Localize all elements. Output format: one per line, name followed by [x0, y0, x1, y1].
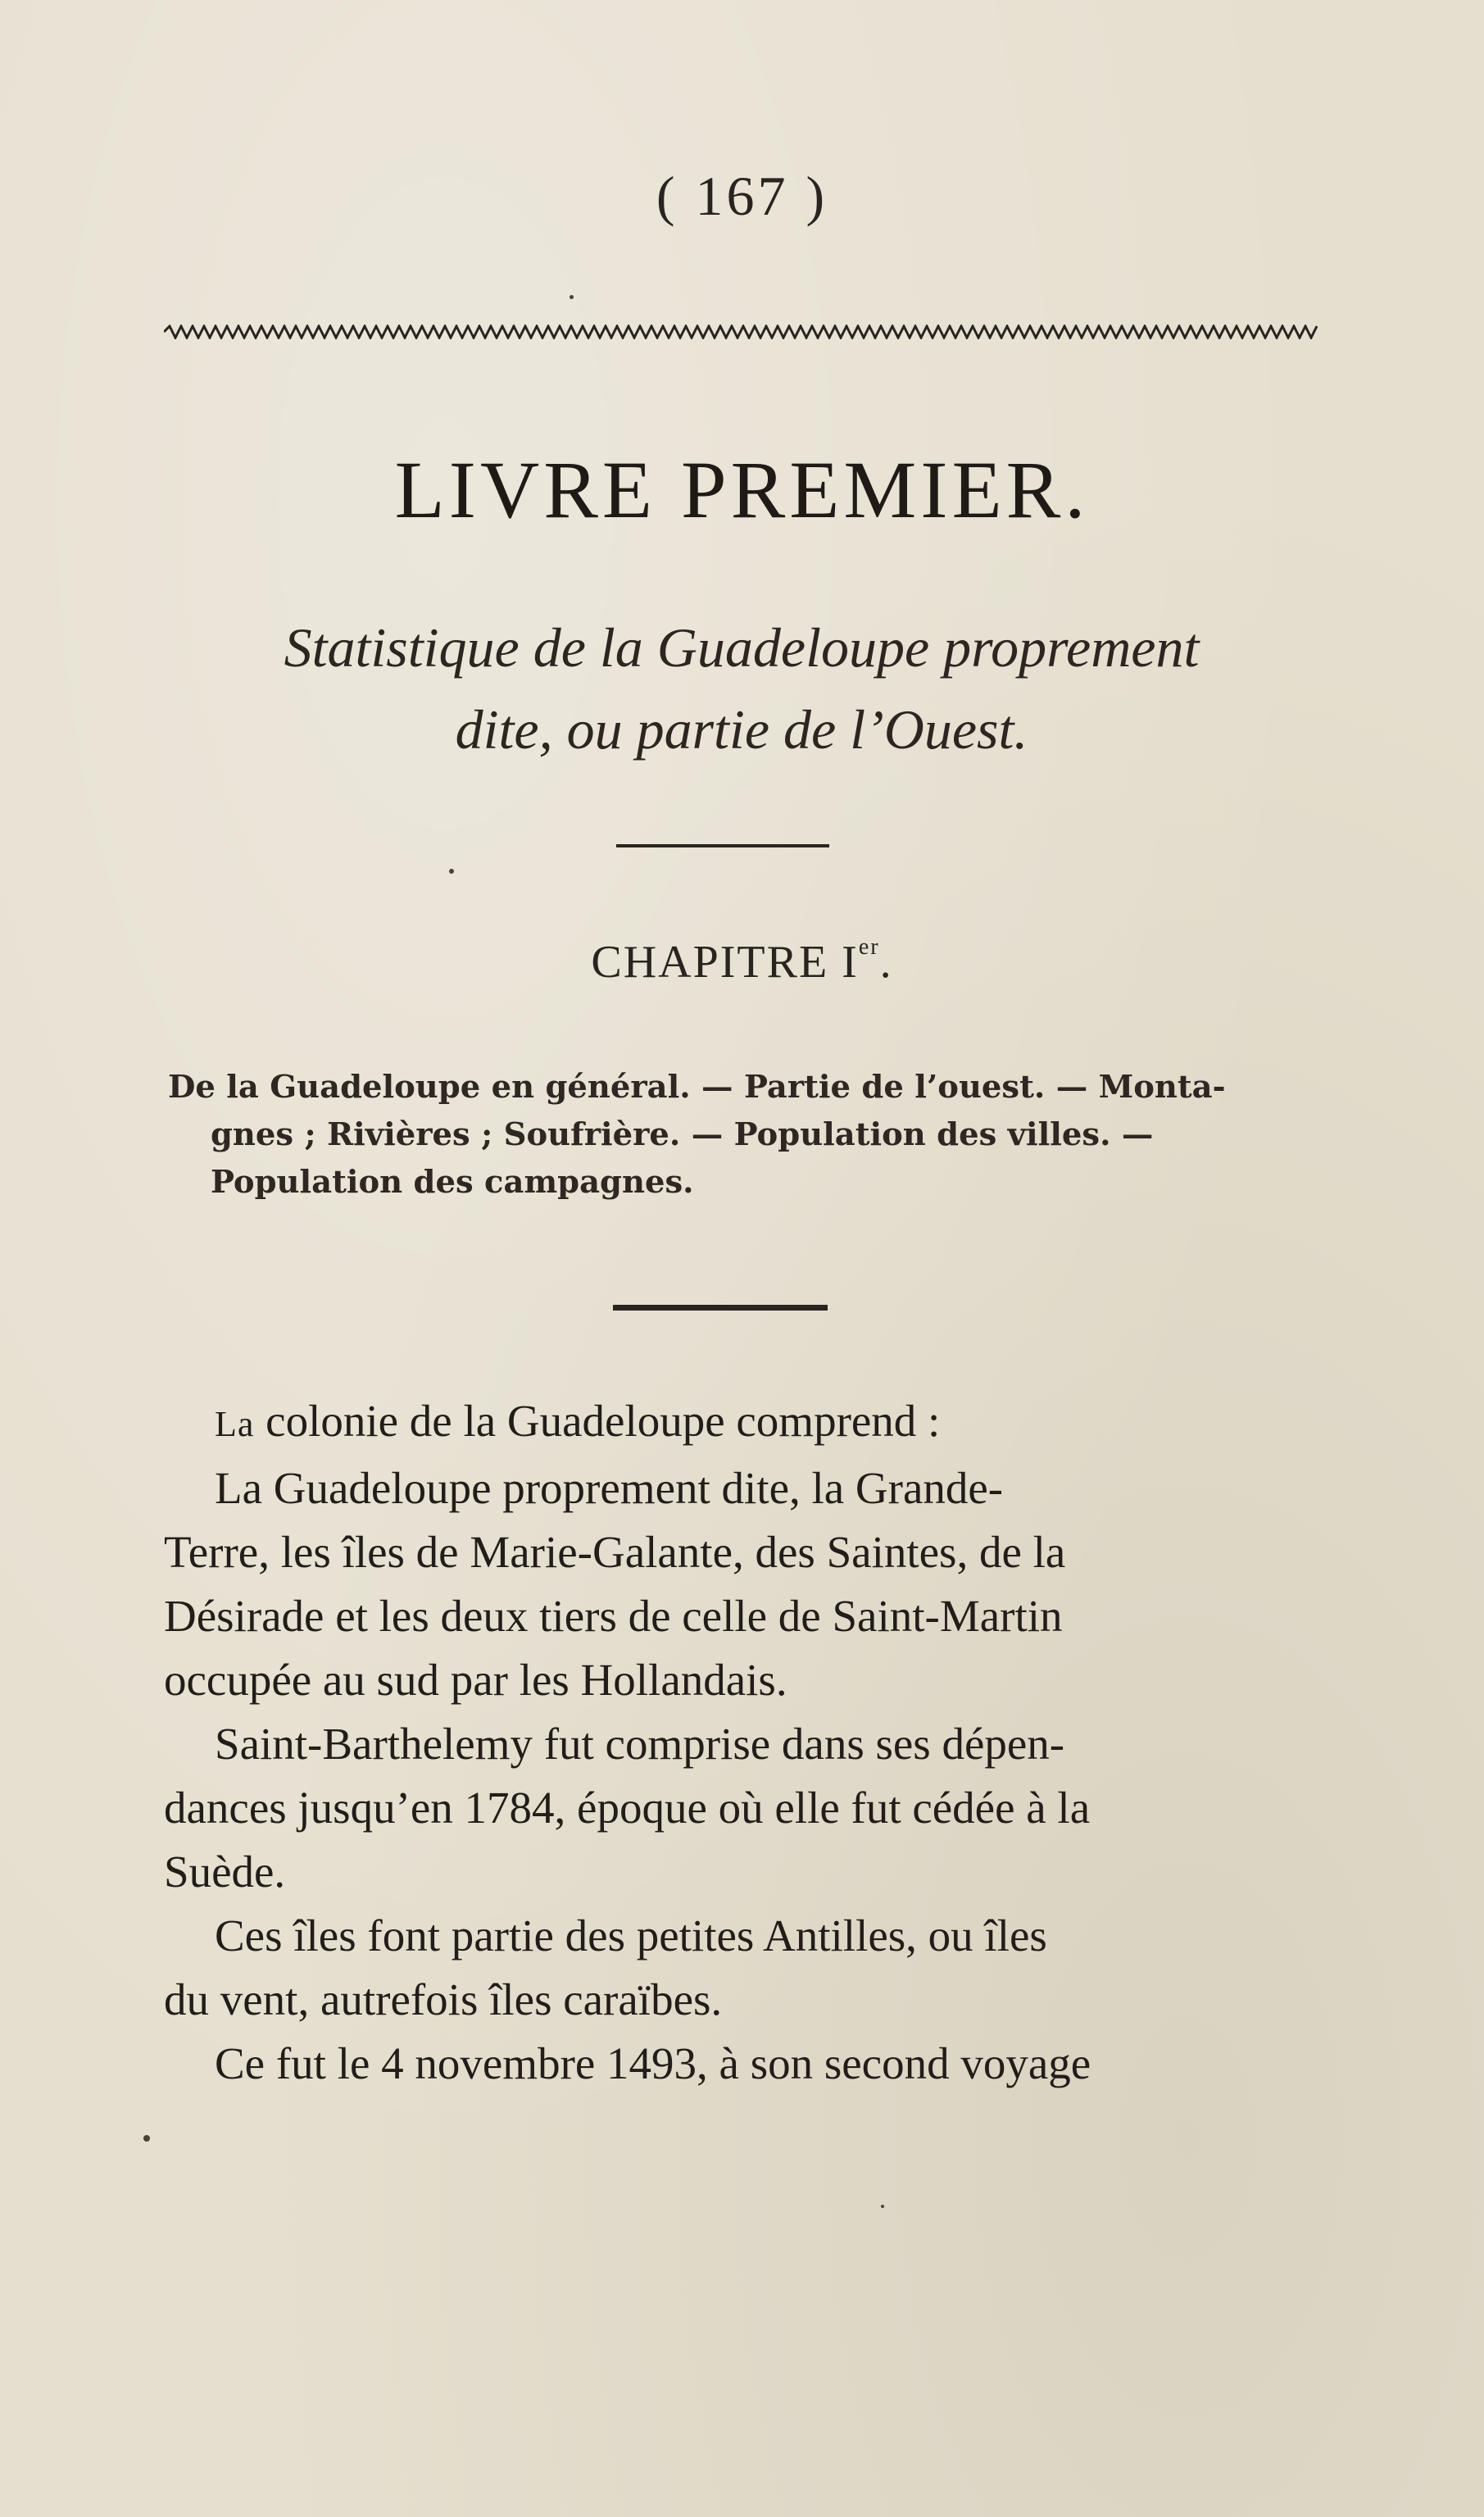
wavy-ornamental-rule	[164, 325, 1319, 339]
section-divider-top	[616, 844, 829, 847]
subtitle-line-1: Statistique de la Guadeloupe proprement	[284, 616, 1200, 679]
body-line: dances jusqu’en 1784, époque où elle fut cédée à la	[164, 1783, 1091, 1833]
small-caps-lead: La	[215, 1404, 255, 1444]
body-line: Suède.	[164, 1847, 286, 1897]
body-line: Désirade et les deux tiers de celle de Saint-Martin	[164, 1591, 1063, 1641]
chapter-ordinal-suffix: er	[858, 934, 880, 960]
summary-line: gnes ; Rivières ; Soufrière. — Population des villes. —	[211, 1116, 1154, 1153]
book-title: LIVRE PREMIER.	[394, 444, 1090, 535]
body-line: Terre, les îles de Marie-Galante, des Saintes, de la	[164, 1527, 1066, 1577]
body-line-first	[164, 1389, 1278, 1456]
body-line: occupée au sud par les Hollandais.	[164, 1655, 787, 1705]
book-subtitle	[147, 607, 1336, 770]
body-line: du vent, autrefois îles caraïbes.	[164, 1974, 723, 2024]
body-line-first-rest: colonie de la Guadeloupe comprend :	[254, 1396, 941, 1446]
body-line: Ces îles font partie des petites Antilles, ou îles	[215, 1910, 1047, 1960]
paper-speck	[570, 295, 574, 299]
subtitle-line-2: dite, ou partie de l’Ouest.	[455, 698, 1028, 761]
chapter-title-period: .	[879, 937, 893, 988]
chapter-label: CHAPITRE I	[591, 937, 859, 988]
summary-line: Population des campagnes.	[211, 1164, 694, 1201]
body-line: La Guadeloupe proprement dite, la Grande-	[215, 1463, 1004, 1513]
paper-speck	[449, 869, 454, 874]
paper-speck	[143, 2135, 150, 2142]
section-divider-bottom	[613, 1305, 828, 1311]
body-text	[164, 1389, 1278, 2096]
chapter-summary	[168, 1064, 1295, 1206]
chapter-title	[0, 934, 1484, 988]
body-line: Saint-Barthelemy fut comprise dans ses dépen-	[215, 1719, 1065, 1769]
summary-line: De la Guadeloupe en général. — Partie de l’ouest. — Monta-	[168, 1069, 1226, 1106]
paper-speck	[881, 2205, 884, 2208]
page-number: ( 167 )	[656, 165, 828, 227]
body-line: Ce fut le 4 novembre 1493, à son second voyage	[215, 2038, 1091, 2088]
